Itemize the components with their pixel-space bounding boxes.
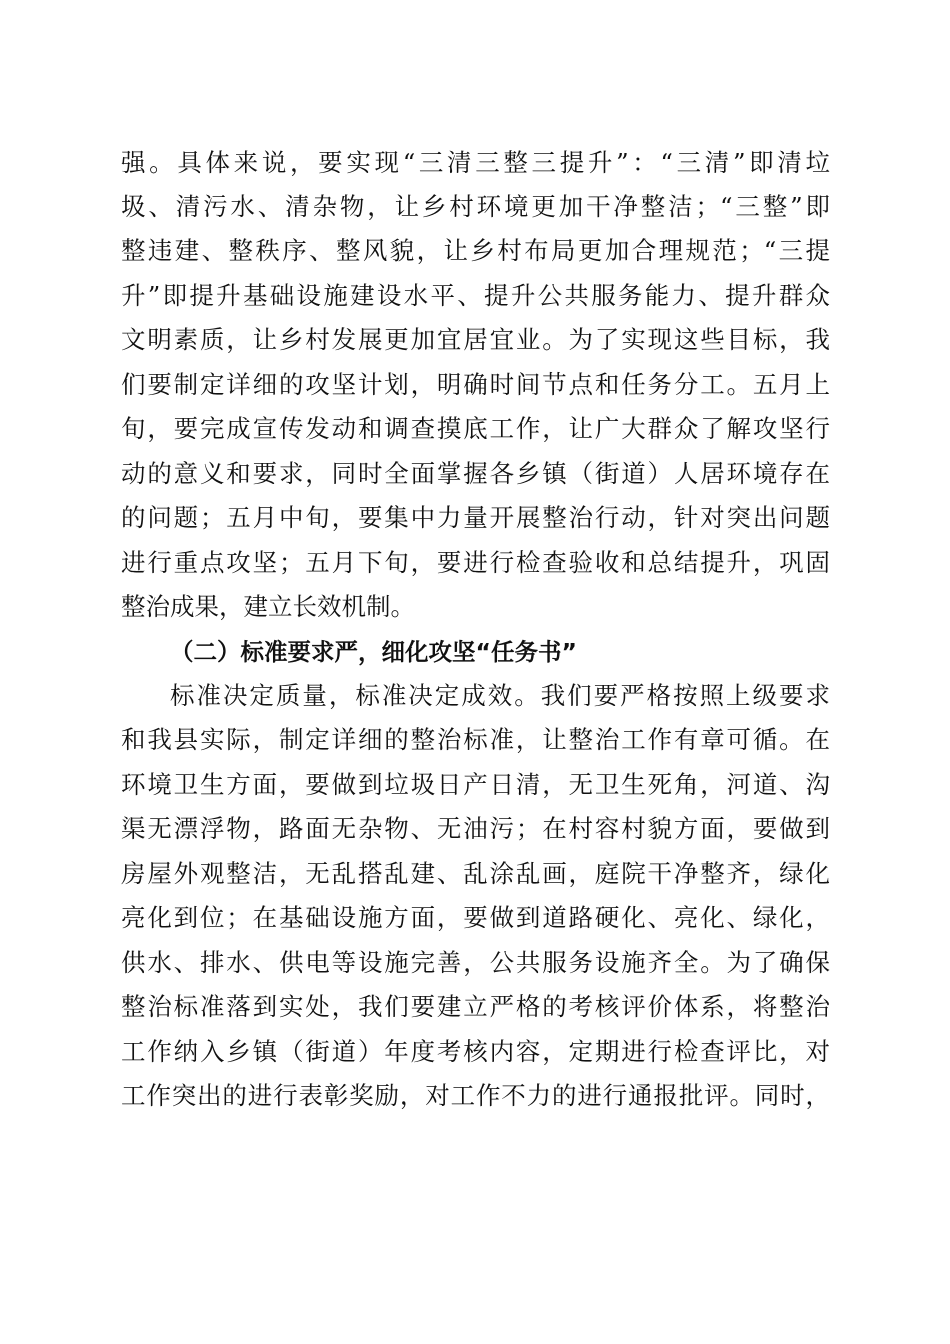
paragraph-1-line: 文明素质，让乡村发展更加宜居宜业。为了实现这些目标，我 [121,325,830,354]
paragraph-1-line: 进行重点攻坚；五月下旬，要进行检查验收和总结提升，巩固 [121,548,830,577]
paragraph-1-line: 旬，要完成宣传发动和调查摸底工作，让广大群众了解攻坚行 [121,414,830,443]
paragraph-1-line: 整违建、整秩序、整风貌，让乡村布局更加合理规范；“三提 [121,236,830,265]
paragraph-2-line: 工作突出的进行表彰奖励，对工作不力的进行通报批评。同时， [121,1081,830,1110]
paragraph-1-line: 的问题；五月中旬，要集中力量开展整治行动，针对突出问题 [121,503,830,532]
paragraph-2-line: 和我县实际，制定详细的整治标准，让整治工作有章可循。在 [121,725,830,754]
section-heading: （二）标准要求严，细化攻坚“任务书” [170,638,577,666]
paragraph-1-line: 动的意义和要求，同时全面掌握各乡镇（街道）人居环境存在 [121,459,830,488]
paragraph-2-line: 标准决定质量，标准决定成效。我们要严格按照上级要求 [170,681,830,710]
paragraph-1-line: 升”即提升基础设施建设水平、提升公共服务能力、提升群众 [121,281,830,310]
paragraph-2-line: 房屋外观整洁，无乱搭乱建、乱涂乱画，庭院干净整齐，绿化 [121,859,830,888]
paragraph-2-line: 整治标准落到实处，我们要建立严格的考核评价体系，将整治 [121,992,830,1021]
paragraph-2-line: 工作纳入乡镇（街道）年度考核内容，定期进行检查评比，对 [121,1037,830,1066]
paragraph-1-line: 们要制定详细的攻坚计划，明确时间节点和任务分工。五月上 [121,370,830,399]
paragraph-1-line: 强。具体来说，要实现“三清三整三提升”：“三清”即清垃 [121,148,830,177]
paragraph-1-line: 整治成果，建立长效机制。 [121,592,415,621]
paragraph-2-line: 亮化到位；在基础设施方面，要做到道路硬化、亮化、绿化， [121,903,830,932]
paragraph-1-line: 圾、清污水、清杂物，让乡村环境更加干净整洁；“三整”即 [121,192,830,221]
paragraph-2-line: 供水、排水、供电等设施完善，公共服务设施齐全。为了确保 [121,948,830,977]
paragraph-2-line: 环境卫生方面，要做到垃圾日产日清，无卫生死角，河道、沟 [121,770,830,799]
paragraph-2-line: 渠无漂浮物，路面无杂物、无油污；在村容村貌方面，要做到 [121,814,830,843]
